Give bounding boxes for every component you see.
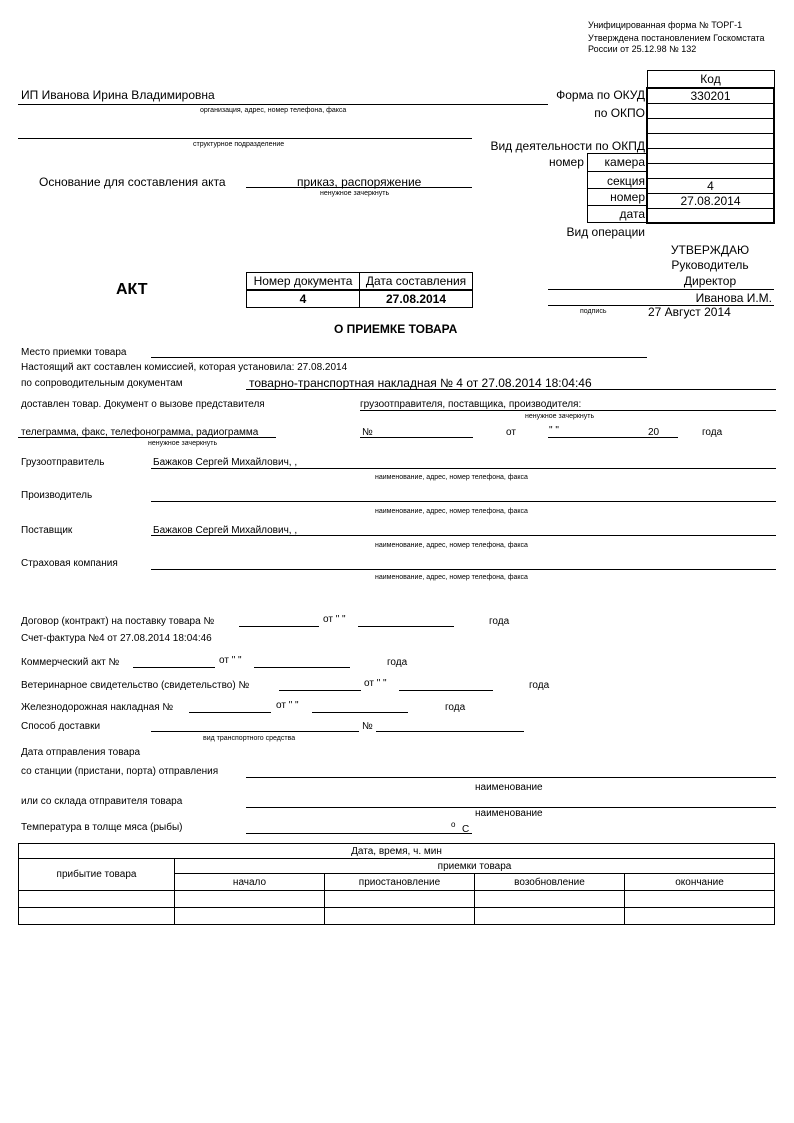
form-title-line3: России от 25.12.98 № 132 [588, 44, 697, 54]
warehouse-caption: наименование [475, 808, 543, 819]
producer-line [151, 501, 776, 502]
okpo-code [647, 103, 774, 118]
inner-sep-1 [587, 171, 647, 172]
table-cell [19, 908, 175, 925]
doc-num-header: Номер документа [247, 273, 360, 291]
station-line [246, 777, 776, 778]
contract-no-line [239, 626, 319, 627]
sekciya-label: секция [607, 174, 645, 188]
resume-header: возобновление [475, 874, 625, 891]
approve-position: Директор [683, 274, 737, 288]
vet-no-line [279, 690, 361, 691]
telegram-year-prefix: 20 [648, 427, 660, 438]
sekciya-code [647, 163, 774, 178]
acceptance-header: приемки товара [175, 859, 775, 874]
insurance-label: Страховая компания [21, 558, 118, 569]
basis-value: приказ, распоряжение [297, 175, 422, 189]
okdp-code [647, 133, 774, 148]
commercial-date-line [254, 667, 350, 668]
basis-label: Основание для составления акта [39, 175, 226, 189]
okud-code: 330201 [647, 88, 774, 104]
station-caption: наименование [475, 782, 543, 793]
insurance-line [151, 569, 776, 570]
timing-top-header: Дата, время, ч. мин [19, 844, 775, 859]
delivery-no-line [376, 731, 524, 732]
approve-role: Руководитель [671, 258, 749, 272]
commercial-label: Коммерческий акт № [21, 657, 120, 668]
temp-label: Температура в толще мяса (рыбы) [21, 822, 183, 833]
rail-date-line [312, 712, 408, 713]
timing-table [18, 843, 775, 925]
supplier-value: Бажаков Сергей Михайлович, , [153, 525, 298, 536]
table-row [19, 908, 775, 925]
place-label: Место приемки товара [21, 347, 127, 358]
end-header: окончание [625, 874, 775, 891]
producer-label: Производитель [21, 490, 93, 501]
table-cell [325, 891, 475, 908]
approve-position-line [548, 289, 774, 290]
operation-code [647, 208, 774, 223]
supplier-caption: наименование, адрес, номер телефона, факса [375, 542, 528, 549]
delivered-label: доставлен товар. Документ о вызове представителя [21, 399, 265, 410]
vet-label: Ветеринарное свидетельство (свидетельство) № [21, 680, 250, 691]
commercial-year: года [387, 657, 408, 668]
temp-degree: о [451, 820, 456, 829]
delivery-caption: вид транспортного средства [203, 735, 296, 742]
telegram-label: телеграмма, факс, телефонограмма, радиограмма [21, 427, 259, 438]
commission-line: Настоящий акт составлен комиссией, которая установила: 27.08.2014 [21, 362, 348, 373]
table-cell [175, 908, 325, 925]
telegram-line [18, 437, 276, 438]
unit-line [18, 138, 472, 139]
doc-num-value: 4 [247, 290, 360, 308]
table-cell [475, 908, 625, 925]
form-title-line2: Утверждена постановлением Госкомстата [588, 33, 765, 43]
org-name-line [18, 104, 548, 105]
temp-unit: С [462, 824, 470, 835]
invoice-line: Счет-фактура №4 от 27.08.2014 18:04:46 [21, 633, 212, 644]
telegram-no-label: № [362, 427, 373, 438]
docs-line [246, 389, 776, 390]
doc-date-header: Дата составления [360, 273, 473, 291]
commercial-no-line [133, 667, 215, 668]
telegram-ot-label: от [506, 427, 516, 438]
table-cell [325, 908, 475, 925]
arrival-header: прибытие товара [19, 859, 175, 891]
data-label: дата [619, 207, 645, 221]
approve-name: Иванова И.М. [695, 291, 772, 305]
approve-title: УТВЕРЖДАЮ [670, 243, 750, 257]
codes-table [646, 70, 775, 224]
org-name-caption: организация, адрес, номер телефона, факса [200, 107, 347, 114]
data-code: 27.08.2014 [647, 193, 774, 208]
inner-sep-2 [587, 188, 647, 189]
telegram-caption: ненужное зачеркнуть [148, 440, 218, 447]
nomer-code: 4 [647, 178, 774, 193]
shipper-value: Бажаков Сергей Михайлович, , [153, 457, 298, 468]
supplier-label: Поставщик [21, 525, 73, 536]
basis-caption: ненужное зачеркнуть [320, 190, 390, 197]
station-label: со станции (пристани, порта) отправления [21, 766, 219, 777]
contract-year: года [489, 616, 510, 627]
contract-label: Договор (контракт) на поставку товара № [21, 616, 215, 627]
commercial-ot: от " " [219, 655, 242, 666]
approve-date: 27 Август 2014 [648, 305, 731, 319]
empty-code-row [647, 118, 774, 133]
basis-line [246, 187, 472, 188]
okud-label: Форма по ОКУД [556, 88, 645, 102]
start-header: начало [175, 874, 325, 891]
delivery-line [151, 731, 359, 732]
rail-label: Железнодорожная накладная № [21, 702, 174, 713]
codes-header: Код [647, 71, 774, 88]
doc-date-value: 27.08.2014 [360, 290, 473, 308]
inner-sep-3 [587, 205, 647, 206]
doc-number-table [246, 272, 473, 308]
delivered-line [360, 410, 776, 411]
delivered-caption: ненужное зачеркнуть [525, 413, 595, 420]
telegram-no-line [360, 437, 473, 438]
okpo-label: по ОКПО [594, 106, 645, 120]
pause-header: приостановление [325, 874, 475, 891]
telegram-quote: " " [549, 425, 559, 436]
rail-ot: от " " [276, 700, 299, 711]
kamera-code [647, 148, 774, 163]
kamera-label: камера [604, 155, 645, 169]
table-cell [175, 891, 325, 908]
table-row [19, 891, 775, 908]
approve-sign-caption: подпись [580, 308, 607, 315]
contract-ot: от " " [323, 614, 346, 625]
nomer-label: номер [549, 155, 584, 169]
shipper-caption: наименование, адрес, номер телефона, факса [375, 474, 528, 481]
rail-year: года [445, 702, 466, 713]
rail-no-line [189, 712, 271, 713]
contract-date-line [358, 626, 454, 627]
insurance-caption: наименование, адрес, номер телефона, факса [375, 574, 528, 581]
producer-caption: наименование, адрес, номер телефона, факса [375, 508, 528, 515]
supplier-line [151, 535, 776, 536]
act-title: АКТ [116, 281, 148, 298]
act-subtitle: О ПРИЕМКЕ ТОВАРА [334, 322, 458, 336]
docs-value: товарно-транспортная накладная № 4 от 27.08.2014 18:04:46 [249, 376, 592, 390]
shipper-line [151, 468, 776, 469]
table-cell [625, 908, 775, 925]
org-name: ИП Иванова Ирина Владимировна [21, 88, 215, 102]
warehouse-label: или со склада отправителя товара [21, 796, 183, 807]
table-cell [625, 891, 775, 908]
telegram-year-label: года [702, 427, 723, 438]
okdp-label: Вид деятельности по ОКПД [490, 139, 645, 153]
operation-label: Вид операции [566, 225, 645, 239]
docs-label: по сопроводительным документам [21, 378, 183, 389]
dispatch-date-label: Дата отправления товара [21, 747, 141, 758]
delivery-label: Способ доставки [21, 721, 101, 732]
unit-caption: структурное подразделение [193, 141, 285, 148]
vet-date-line [399, 690, 493, 691]
table-cell [475, 891, 625, 908]
vet-ot: от " " [364, 678, 387, 689]
form-title-line1: Унифицированная форма № ТОРГ-1 [588, 20, 743, 30]
delivery-no-label: № [362, 721, 373, 732]
table-cell [19, 891, 175, 908]
place-line [151, 357, 647, 358]
shipper-label: Грузоотправитель [21, 457, 105, 468]
delivered-value: грузоотправителя, поставщика, производителя: [360, 399, 582, 410]
temp-line [246, 833, 472, 834]
nomer2-label: номер [610, 190, 645, 204]
vet-year: года [529, 680, 550, 691]
